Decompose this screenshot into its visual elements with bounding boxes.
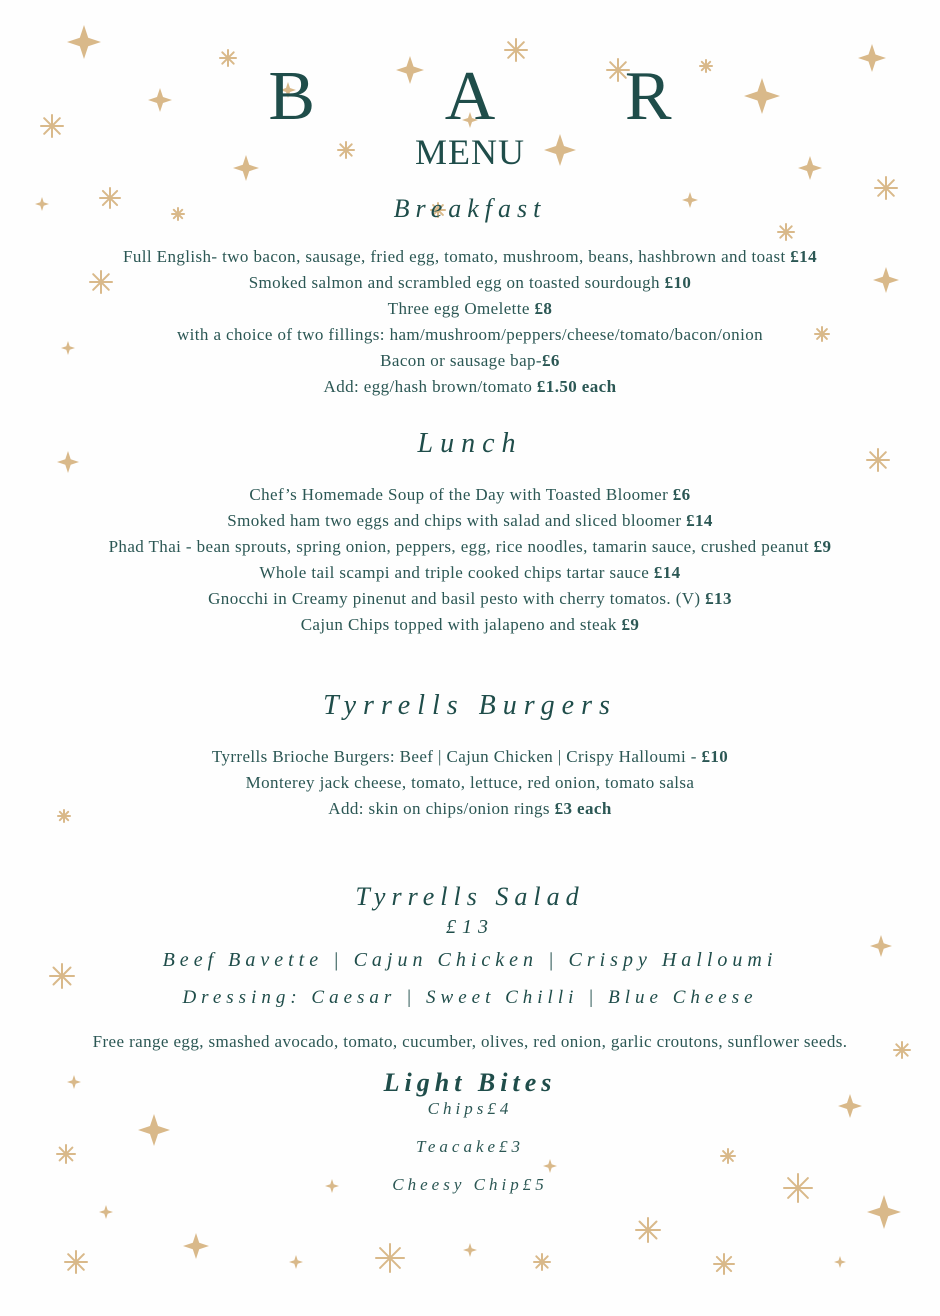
light-bites-item: Cheesy Chip£5 xyxy=(392,1175,548,1194)
breakfast-heading: Breakfast xyxy=(393,194,547,223)
lunch-item: Phad Thai - bean sprouts, spring onion, peppers, egg, rice noodles, tamarin sauce, crushed peanut £9 xyxy=(108,537,832,556)
salad-dressing: Dressing: Caesar | Sweet Chilli | Blue Cheese xyxy=(182,987,758,1008)
burgers-item: Add: skin on chips/onion rings £3 each xyxy=(328,799,612,818)
burgers-item: Monterey jack cheese, tomato, lettuce, red onion, tomato salsa xyxy=(245,773,695,792)
lunch-item: Whole tail scampi and triple cooked chips tartar sauce £14 xyxy=(259,563,681,582)
breakfast-item: Full English- two bacon, sausage, fried egg, tomato, mushroom, beans, hashbrown and toast £14 xyxy=(123,247,817,266)
salad-heading: Tyrrells Salad xyxy=(355,882,585,911)
salad-price: £13 xyxy=(446,916,494,938)
lunch-item: Chef’s Homemade Soup of the Day with Toasted Bloomer £6 xyxy=(249,485,691,504)
salad-options: Beef Bavette | Cajun Chicken | Crispy Halloumi xyxy=(162,949,778,971)
salad-description: Free range egg, smashed avocado, tomato, cucumber, olives, red onion, garlic croutons, sunflower seeds. xyxy=(92,1032,848,1051)
lunch-item: Gnocchi in Creamy pinenut and basil pesto with cherry tomatos. (V) £13 xyxy=(208,589,732,608)
menu-title: B A R xyxy=(268,58,730,135)
lunch-item: Cajun Chips topped with jalapeno and steak £9 xyxy=(300,615,640,634)
breakfast-item: Bacon or sausage bap-£6 xyxy=(380,351,560,370)
burgers-item: Tyrrells Brioche Burgers: Beef | Cajun Chicken | Crispy Halloumi - £10 xyxy=(211,747,729,766)
breakfast-item: Add: egg/hash brown/tomato £1.50 each xyxy=(323,377,617,396)
lunch-item: Smoked ham two eggs and chips with salad and sliced bloomer £14 xyxy=(227,511,713,530)
breakfast-item: Three egg Omelette £8 xyxy=(387,299,553,318)
light-bites-item: Chips£4 xyxy=(427,1099,513,1118)
breakfast-item: with a choice of two fillings: ham/mushroom/peppers/cheese/tomato/bacon/onion xyxy=(176,325,763,344)
breakfast-item: Smoked salmon and scrambled egg on toasted sourdough £10 xyxy=(248,273,692,292)
light-bites-item: Teacake£3 xyxy=(415,1137,525,1156)
burgers-heading: Tyrrells Burgers xyxy=(323,690,617,721)
light-bites-heading: Light Bites xyxy=(383,1068,557,1097)
lunch-heading: Lunch xyxy=(417,428,523,459)
menu-subtitle: MENU xyxy=(415,132,525,172)
